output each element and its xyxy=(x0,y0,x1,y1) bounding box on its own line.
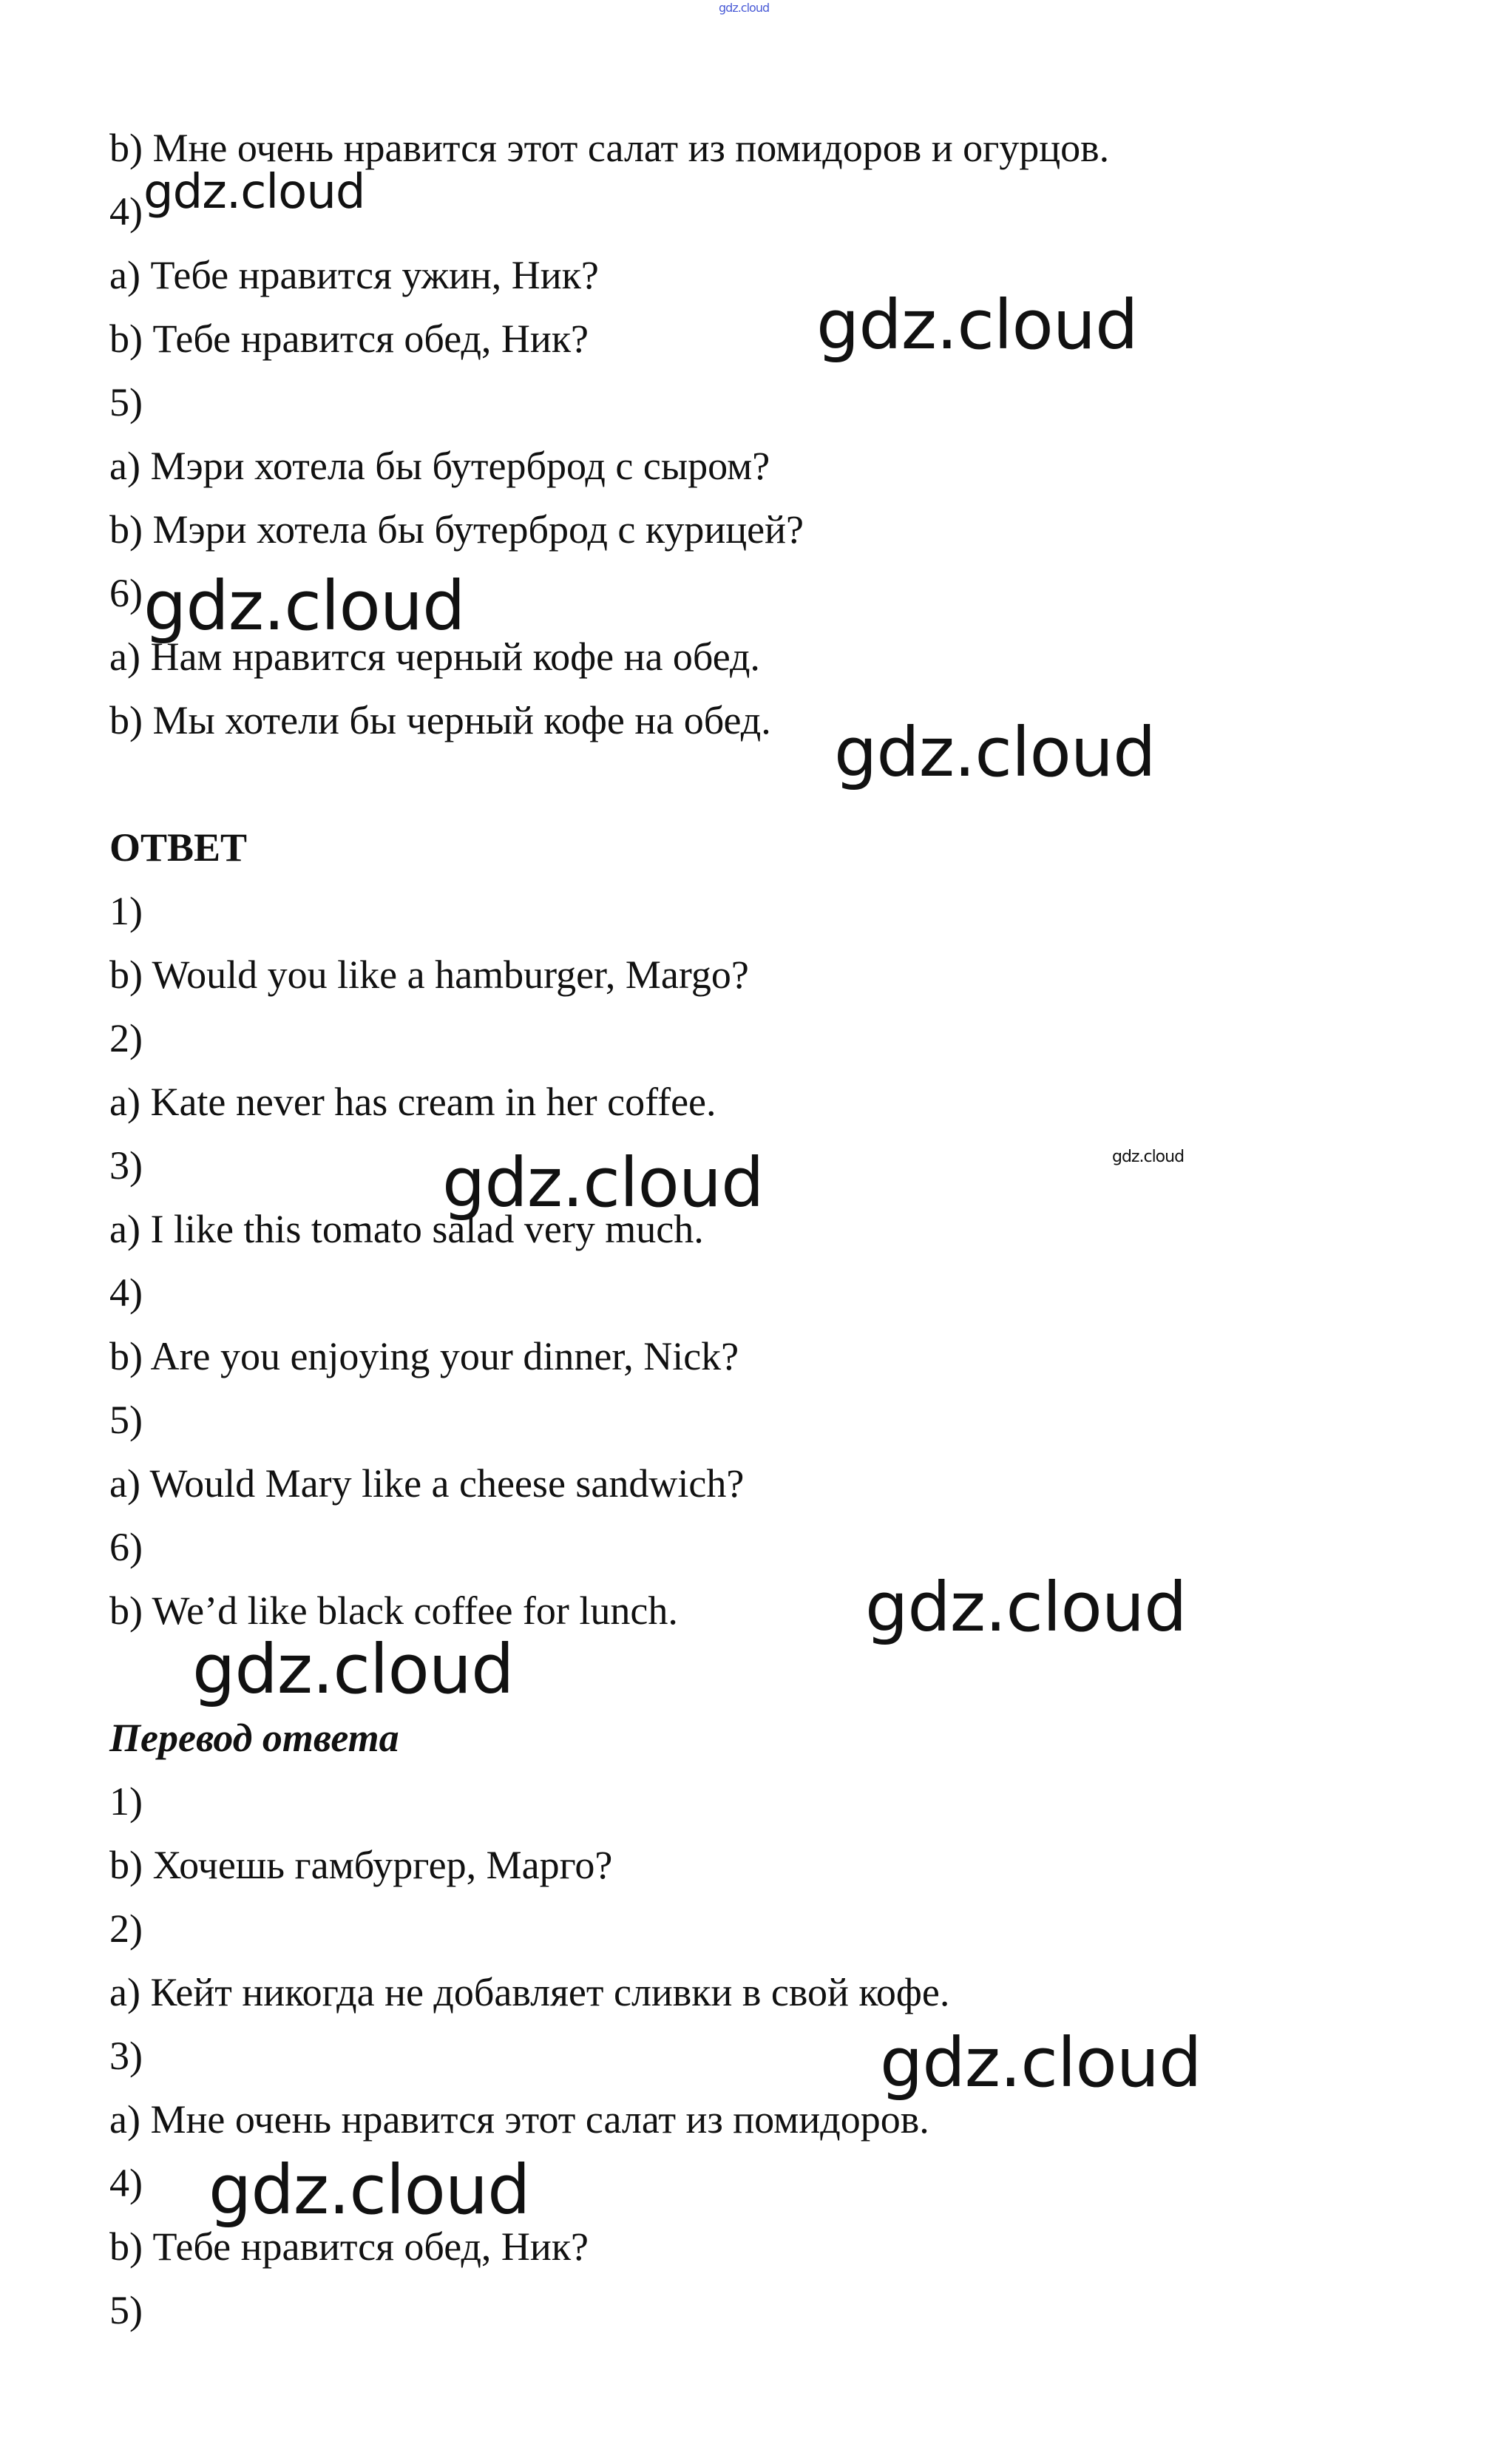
watermark: gdz.cloud xyxy=(816,285,1138,365)
watermark: gdz.cloud xyxy=(209,2150,530,2230)
watermark: gdz.cloud xyxy=(192,1630,514,1709)
text-line: b) Мэри хотела бы бутерброд с курицей? xyxy=(109,507,804,552)
text-line: b) Тебе нравится обед, Ник? xyxy=(109,317,589,361)
section-heading-translation: Перевод ответа xyxy=(109,1716,399,1760)
watermark: gdz.cloud xyxy=(442,1143,764,1222)
text-line: a) Тебе нравится ужин, Ник? xyxy=(109,253,599,297)
text-line: b) Мне очень нравится этот салат из помидоров и огурцов. xyxy=(109,126,1110,170)
text-line: a) Мне очень нравится этот салат из помидоров. xyxy=(109,2097,929,2142)
item-number: 5) xyxy=(109,2288,143,2332)
watermark: gdz.cloud xyxy=(719,1,770,15)
item-number: 2) xyxy=(109,1016,143,1060)
text-line: a) Нам нравится черный кофе на обед. xyxy=(109,634,760,679)
text-line: b) Would you like a hamburger, Margo? xyxy=(109,952,749,997)
text-line: a) Kate never has cream in her coffee. xyxy=(109,1080,716,1124)
item-number: 1) xyxy=(109,889,143,933)
text-line: a) Кейт никогда не добавляет сливки в свой кофе. xyxy=(109,1970,950,2014)
item-number: 6) xyxy=(109,1525,143,1569)
watermark: gdz.cloud xyxy=(834,713,1156,792)
item-number: 5) xyxy=(109,1398,143,1442)
watermark: gdz.cloud xyxy=(865,1568,1187,1647)
watermark: gdz.cloud xyxy=(143,165,365,220)
item-number: 1) xyxy=(109,1779,143,1824)
item-number: 4) xyxy=(109,189,143,234)
watermark: gdz.cloud xyxy=(880,2023,1202,2102)
text-line: b) Тебе нравится обед, Ник? xyxy=(109,2224,589,2269)
item-number: 3) xyxy=(109,2034,143,2078)
text-line: b) Are you enjoying your dinner, Nick? xyxy=(109,1334,739,1378)
item-number: 5) xyxy=(109,380,143,424)
item-number: 4) xyxy=(109,2161,143,2205)
text-line: b) We’d like black coffee for lunch. xyxy=(109,1588,678,1633)
text-line: b) Хочешь гамбургер, Марго? xyxy=(109,1843,613,1887)
item-number: 2) xyxy=(109,1906,143,1951)
watermark: gdz.cloud xyxy=(143,566,465,646)
text-line: a) Would Mary like a cheese sandwich? xyxy=(109,1461,745,1506)
section-heading-answer: ОТВЕТ xyxy=(109,825,248,870)
text-line: b) Мы хотели бы черный кофе на обед. xyxy=(109,698,771,742)
text-line: a) I like this tomato salad very much. xyxy=(109,1207,704,1251)
item-number: 3) xyxy=(109,1143,143,1188)
item-number: 6) xyxy=(109,571,143,615)
watermark: gdz.cloud xyxy=(1112,1148,1185,1166)
text-line: a) Мэри хотела бы бутерброд с сыром? xyxy=(109,444,770,488)
item-number: 4) xyxy=(109,1270,143,1315)
